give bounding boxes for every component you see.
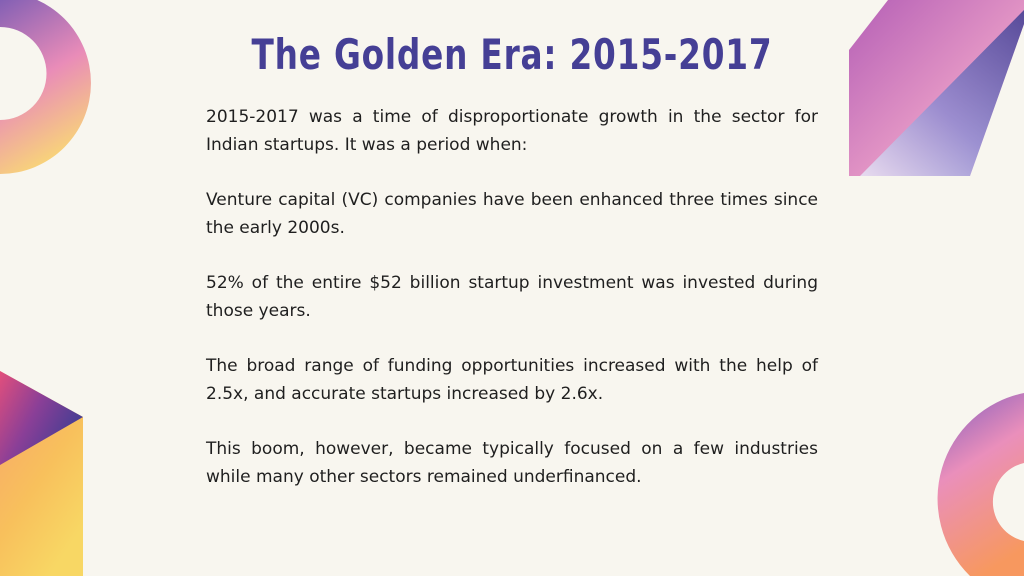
paragraph-venture-capital: Venture capital (VC) companies have been enhanced three times since the early 2000s. [206,190,818,238]
top-right-polygon-shape [849,0,1024,176]
top-left-ring-shape [0,0,91,174]
slide-title: The Golden Era: 2015-2017 [251,30,773,79]
bottom-right-ring-shape [938,393,1024,576]
paragraph-intro: 2015-2017 was a time of disproportionate growth in the sector for Indian startups. It was a period when: [206,107,818,155]
slide-body [206,103,818,518]
paragraph-investment-share: 52% of the entire $52 billion startup investment was invested during those years. [206,273,818,321]
bottom-left-polygon-shape [0,371,83,576]
paragraph-boom-focus: This boom, however, became typically focused on a few industries while many other sectors remained underfinanced. [206,439,818,487]
paragraph-funding-opportunities: The broad range of funding opportunities increased with the help of 2.5x, and accurate startups increased by 2.6x. [206,356,818,404]
